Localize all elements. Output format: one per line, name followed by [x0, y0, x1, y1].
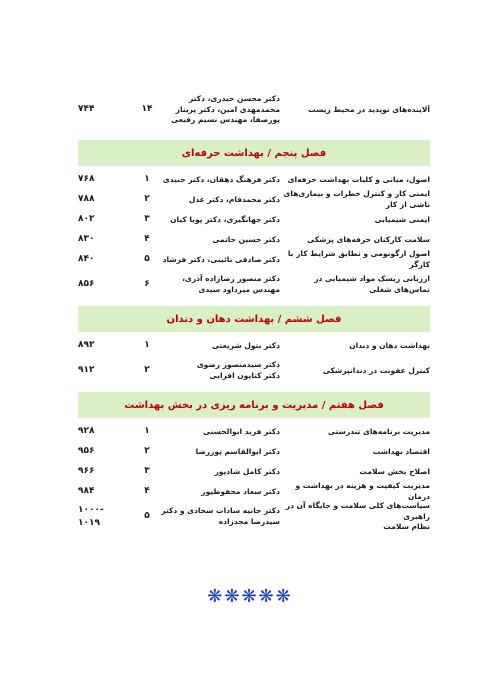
entry-page-line: ۹۸۴: [78, 486, 95, 497]
entry-author-line: دکتر بتول شریعتی: [212, 340, 280, 350]
entry-number: ۵: [144, 511, 150, 522]
entry-title-line: مدیریت کیفیت و هزینه در بهداشت و درمان: [295, 481, 430, 501]
footer-ornament: ❋❋❋❋❋: [207, 586, 293, 607]
entry-page-line: ۸۵۶: [78, 279, 95, 290]
entry-title: [280, 235, 430, 246]
entry-author-line: دکتر کامل شادپور: [214, 466, 280, 476]
entry-author-line: مهندس میرداود سیدی: [198, 285, 280, 294]
entry-title: [280, 274, 430, 296]
entry-page-line: ۷۴۴: [78, 104, 95, 115]
entry-author-line: دکتر محمدفام، دکتر عدل: [188, 194, 280, 204]
entry-authors: [160, 215, 280, 226]
toc-entry[interactable]: [78, 502, 430, 532]
entry-number: ۶: [144, 279, 150, 290]
entry-number: ۴: [144, 486, 150, 497]
entry-title: [280, 447, 430, 458]
entry-page-line: ۹۵۶: [78, 446, 95, 457]
entry-page-line: ۱۰۱۹: [78, 518, 100, 528]
entry-authors: [160, 341, 280, 352]
entry-author-line: دکتر سیدمنصور رضوی: [196, 360, 280, 370]
entry-title-line: ایمنی کار و کنترل خطرات و بیماری‌های ناشی از کار: [283, 189, 430, 209]
entry-number: ۲: [144, 194, 150, 205]
entry-author-line: دکتر کتایون افزایی: [209, 371, 280, 380]
entry-title: [280, 481, 430, 503]
entry-title-line: اصول ارگونومی و تطابق شرایط کار با کارگر: [287, 249, 430, 269]
entry-number: ۱: [144, 174, 150, 185]
entry-author-line: دکتر ابوالقاسم پوررضا: [195, 446, 280, 456]
entry-title: [280, 467, 430, 478]
entry-authors: [160, 467, 280, 478]
entry-page-number: [78, 213, 134, 226]
entry-page-number: [78, 485, 134, 498]
toc-entry[interactable]: [78, 210, 430, 230]
entry-title-line: اصول، مبانی و کلیات بهداشت حرفه‌ای: [287, 174, 430, 184]
entry-page-line: ۸۴۰: [78, 254, 95, 265]
entry-title: [280, 175, 430, 186]
entry-author-line: دکتر حسین حاتمی: [212, 234, 280, 244]
entry-page-number: [78, 339, 134, 352]
entry-author-line: سیدرضا مجدزاده: [218, 517, 280, 526]
entry-author-line: پورصفا، مهندس نسیم رفیعی: [171, 115, 280, 125]
entry-page-line: -۱۰۰۰: [78, 504, 104, 515]
entry-authors: [160, 487, 280, 498]
entry-authors: [160, 427, 280, 438]
entry-page-number: [78, 233, 134, 246]
entry-page-number: [78, 253, 134, 266]
entry-author-line: دکتر محسن حیدری، دکتر: [189, 93, 280, 103]
entry-author-line: دکتر فرهنگ دهقان، دکتر جنیدی: [162, 174, 280, 184]
entry-author-line: محمدمهدی امین، دکتر پریناز: [175, 104, 280, 114]
toc-entry[interactable]: [78, 170, 430, 190]
entry-page-number: [78, 465, 134, 478]
entry-page-line: ۷۶۸: [78, 174, 95, 185]
entry-author-line: دکتر جهانگیری، دکتر پویا کیان: [170, 214, 280, 224]
entry-page-number: [78, 193, 134, 206]
entry-title: [280, 189, 430, 211]
entry-title-line: آلاینده‌های نوپدید در محیط زیست: [308, 104, 430, 114]
entry-authors: [160, 175, 280, 186]
entry-authors: [160, 255, 280, 266]
entry-number: ۱: [144, 340, 150, 351]
entry-authors: [160, 274, 280, 296]
entry-authors: [160, 447, 280, 458]
entry-author-line: دکتر جانیه سادات سجادی و دکتر: [161, 506, 280, 516]
entry-title-line: سیاست‌های کلی سلامت و جایگاه آن در راهبری: [285, 500, 430, 521]
entry-author-line: دکتر صادقی نائینی، دکتر فرشاد: [162, 254, 280, 264]
toc-entry[interactable]: [78, 270, 430, 300]
toc-entry[interactable]: [78, 190, 430, 210]
entry-authors: [160, 235, 280, 246]
entry-page-number: [78, 103, 134, 116]
entry-title-line: سلامت کارکنان حرفه‌های پزشکی: [307, 234, 430, 244]
entry-title: [280, 215, 430, 226]
entry-title-line: مدیریت برنامه‌های تندرستی: [327, 426, 430, 436]
section-heading: فصل ششم / بهداشت دهان و دندان: [78, 306, 430, 332]
entry-authors: [160, 506, 280, 528]
entry-number: ۲: [144, 446, 150, 457]
entry-page-number: [78, 364, 134, 377]
entry-number: ۳: [144, 466, 150, 477]
toc-entry[interactable]: [78, 230, 430, 250]
entry-title-line: نظام سلامت: [383, 522, 430, 532]
table-of-contents: [78, 86, 430, 532]
entry-title: [280, 341, 430, 352]
entry-title-line: ارزیابی ریسک مواد شیمیایی در تماس‌های شغلی: [314, 274, 430, 294]
entry-number: ۱۴: [141, 104, 153, 115]
toc-entry[interactable]: [78, 356, 430, 386]
entry-author-line: دکتر سعاد محفوظپور: [201, 486, 280, 496]
entry-page-line: ۸۹۲: [78, 340, 95, 351]
toc-entry[interactable]: [78, 482, 430, 502]
entry-title: [280, 105, 430, 116]
toc-entry[interactable]: [78, 250, 430, 270]
section-heading: فصل پنجم / بهداشت حرفه‌ای: [78, 140, 430, 166]
entry-title: [280, 366, 430, 377]
entry-title-line: ایمنی شیمیایی: [374, 214, 430, 224]
entry-number: ۲: [144, 365, 150, 376]
entry-author-line: دکتر فرید ابوالحسنی: [202, 426, 280, 436]
entry-page-line: ۸۰۲: [78, 214, 95, 225]
entry-number: ۱: [144, 426, 150, 437]
entry-page-line: ۹۶۶: [78, 466, 95, 477]
entry-page-line: ۹۱۲: [78, 365, 95, 376]
entry-title-line: اقتصاد بهداشت: [372, 446, 430, 456]
toc-entry[interactable]: [78, 462, 430, 482]
toc-entry[interactable]: [78, 442, 430, 462]
entry-authors: [160, 195, 280, 206]
entry-title: [280, 501, 430, 534]
section-heading: فصل هفتم / مدیریت و برنامه ریزی در بخش بهداشت: [78, 392, 430, 418]
entry-number: ۳: [144, 214, 150, 225]
entry-page-line: ۷۸۸: [78, 194, 95, 205]
entry-title: [280, 427, 430, 438]
entry-page-number: [78, 173, 134, 186]
entry-title: [280, 249, 430, 271]
entry-number: ۴: [144, 234, 150, 245]
entry-page-number: [78, 278, 134, 291]
entry-title-line: کنترل عفونت در دندانپزشکی: [322, 365, 430, 375]
entry-authors: [160, 94, 280, 127]
toc-entry[interactable]: [78, 422, 430, 442]
entry-title-line: اصلاح بخش سلامت: [359, 466, 430, 476]
entry-authors: [160, 360, 280, 382]
entry-title-line: بهداشت دهان و دندان: [349, 340, 430, 350]
entry-page-number: [78, 445, 134, 458]
entry-page-number: [78, 504, 134, 530]
toc-entry[interactable]: [78, 336, 430, 356]
entry-page-number: [78, 425, 134, 438]
entry-page-line: ۹۲۸: [78, 426, 95, 437]
toc-entry[interactable]: [78, 86, 430, 134]
entry-number: ۵: [144, 254, 150, 265]
entry-author-line: دکتر منصور رضازاده آذری،: [182, 274, 280, 284]
entry-page-line: ۸۳۰: [78, 234, 95, 245]
